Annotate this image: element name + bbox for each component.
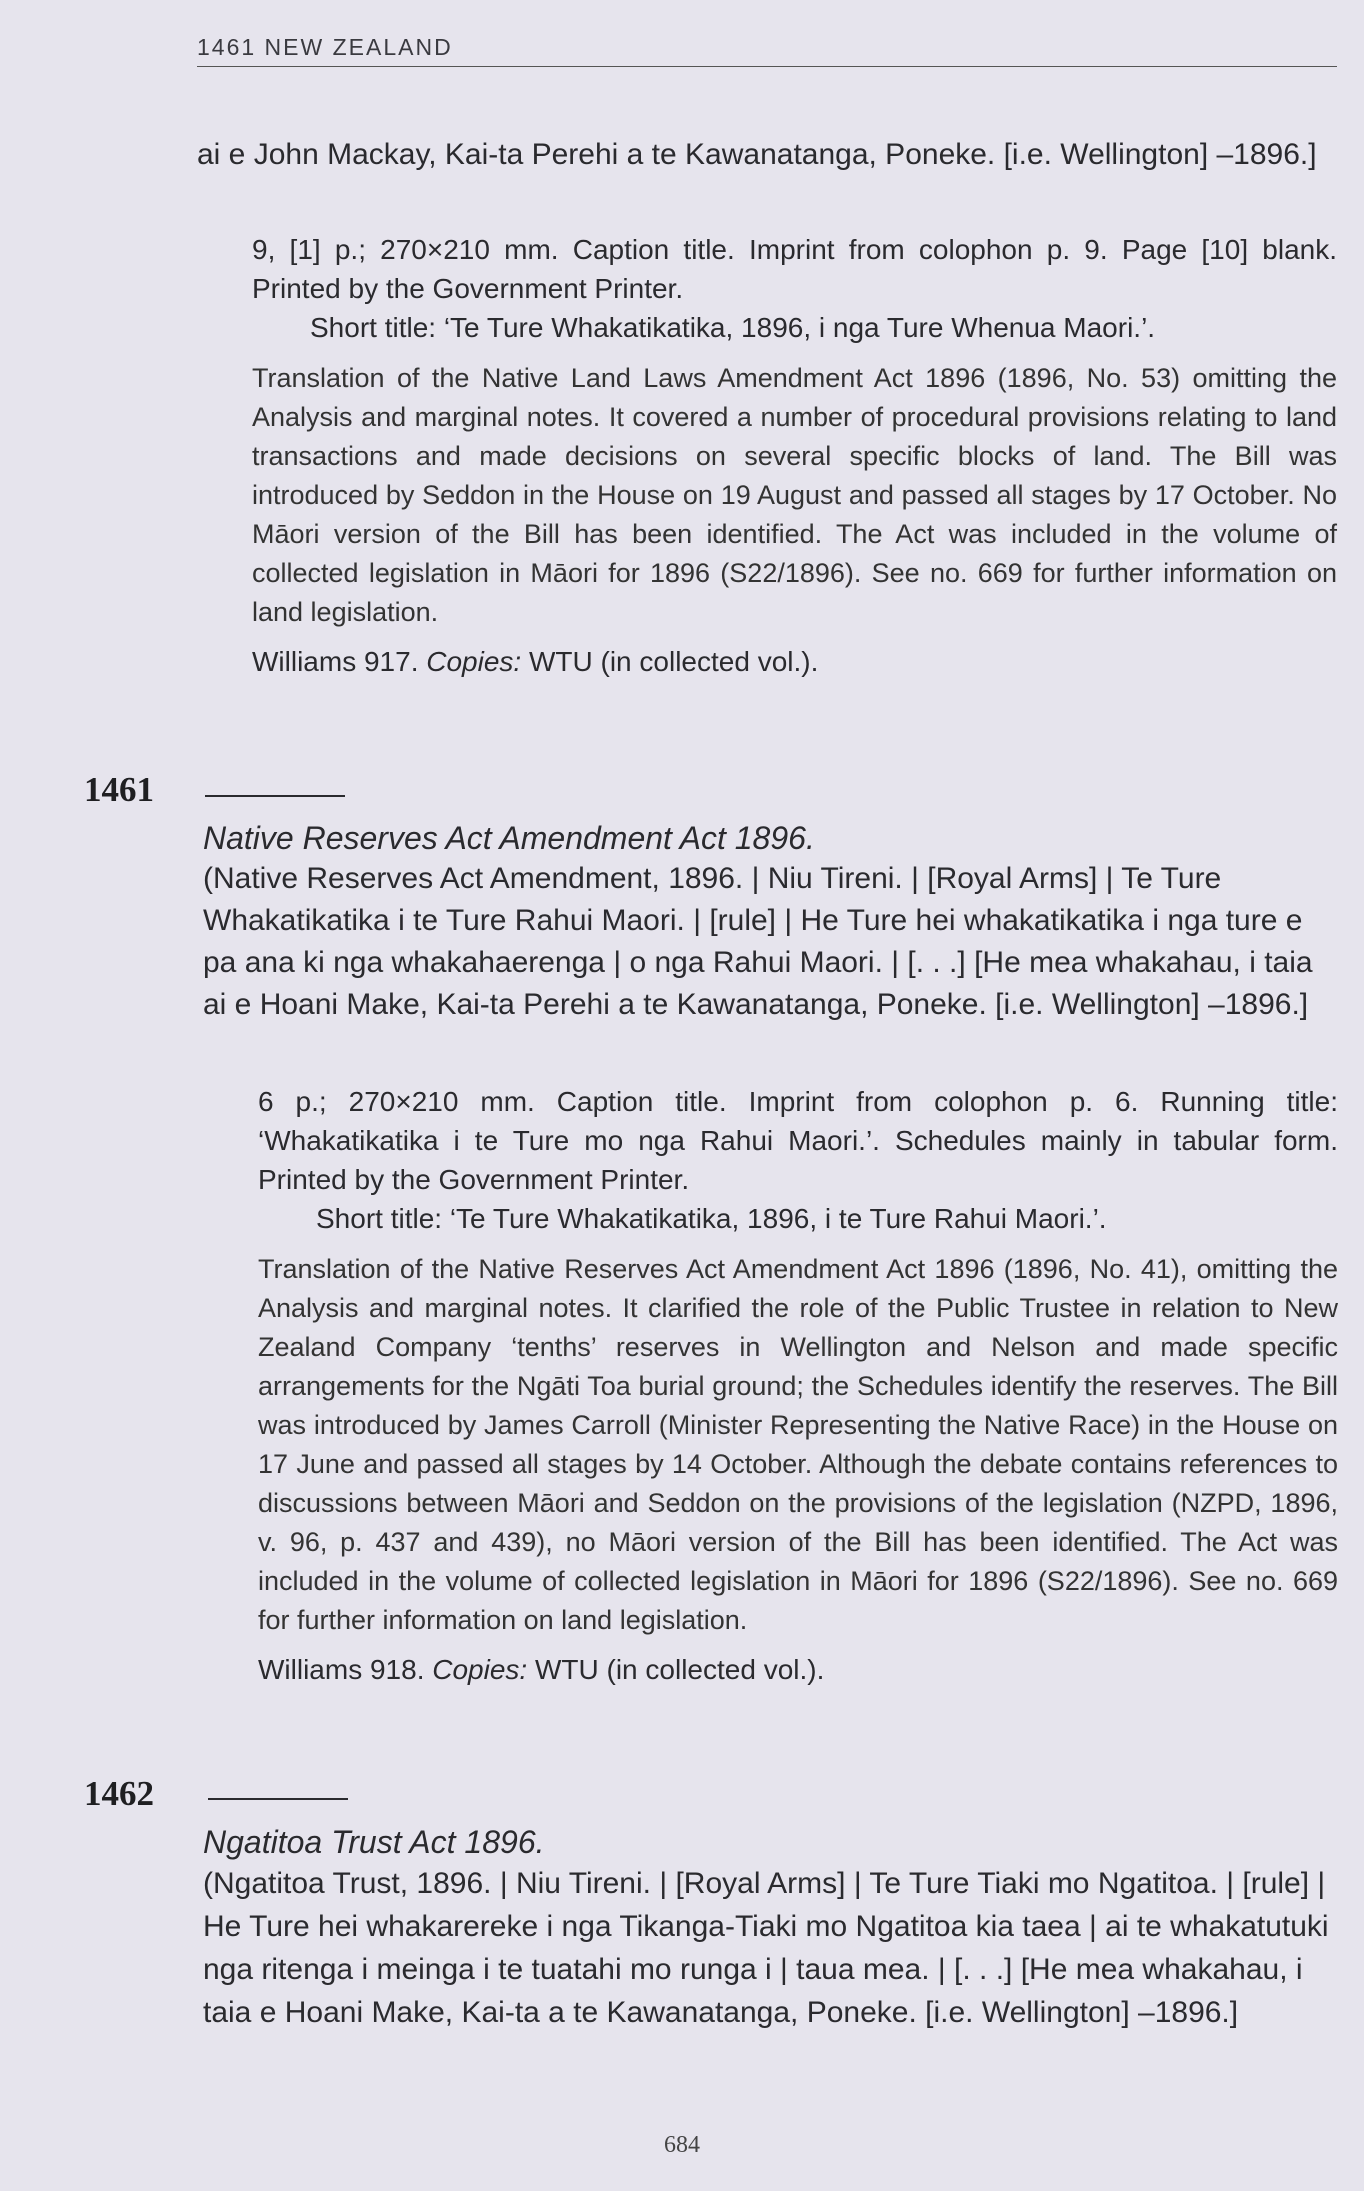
header-rule xyxy=(197,66,1337,67)
reference-line xyxy=(258,1650,1338,1689)
entry-1461-heading xyxy=(203,818,1338,1026)
entry-title: Native Reserves Act Amendment Act 1896. xyxy=(203,820,815,856)
running-head: 1461 NEW ZEALAND xyxy=(197,34,453,60)
note: Translation of the Native Reserves Act Amendment Act 1896 (1896, No. 41), omitting the Analysis and marginal notes. It clarified the role of the Public Trustee in relation to New Zealand Company ‘tenths’ reserves in Wellington and Nelson and made specific arrangements for the Ngāti Toa burial ground; the Schedules identify the reserves. The Bill was introduced by James Carroll (Minister Representing the Native Race) in the House on 17 June and passed all stages by 14 October. Although the debate contains references to discussions between Māori and Seddon on the provisions of the legislation (NZPD, 1896, v. 96, p. 437 and 439), no Māori version of the Bill has been identified. The Act was included in the volume of collected legislation in Māori for 1896 (S22/1896). See no. 669 for further information on land legislation. xyxy=(258,1254,1338,1635)
collation: 6 p.; 270×210 mm. Caption title. Imprint from colophon p. 6. Running title: ‘Whakatikatika i te Ture mo nga Rahui Maori.’. Schedules mainly in tabular form. Printed by the Government Printer. xyxy=(258,1086,1338,1195)
entry-1462-heading xyxy=(203,1822,1338,2034)
entry-rule xyxy=(208,1798,348,1800)
note: Translation of the Native Land Laws Amendment Act 1896 (1896, No. 53) omitting the Analysis and marginal notes. It covered a number of procedural provisions relating to land transactions and made decisions on several specific blocks of land. The Bill was introduced by Seddon in the House on 19 August and passed all stages by 17 October. No Māori version of the Bill has been identified. The Act was included in the volume of collected legislation in Māori for 1896 (S22/1896). See no. 669 for further information on land legislation. xyxy=(252,363,1337,627)
copies-label: Copies: xyxy=(426,646,522,677)
copies-label: Copies: xyxy=(432,1654,528,1685)
copies: WTU (in collected vol.). xyxy=(528,646,819,677)
entry-1460-continuation xyxy=(197,135,1337,175)
title-transcript: (Ngatitoa Trust, 1896. | Niu Tireni. | [Royal Arms] | Te Ture Tiaki mo Ngatitoa. | [rule] | He Ture hei whakarereke i nga Tikanga-Tiaki mo Ngatitoa kia taea | ai te whakatutuki nga ritenga i meinga i te tuatahi mo runga i | taua mea. | [. . .] [He mea whakahau, i taia e Hoani Make, Kai-ta a te Kawanatanga, Poneke. [i.e. Wellington] –1896.] xyxy=(203,1867,1329,2029)
entry-rule xyxy=(205,795,345,797)
title-transcript: (Native Reserves Act Amendment, 1896. | Niu Tireni. | [Royal Arms] | Te Ture Whakatikatika i te Ture Rahui Maori. | [rule] | He Ture hei whakatikatika i nga ture e pa ana ki nga whakahaerenga | o nga Rahui Maori. | [. . .] [He mea whakahau, i taia ai e Hoani Make, Kai-ta Perehi a te Kawanatanga, Poneke. [i.e. Wellington] –1896.] xyxy=(203,862,1313,1021)
copies: WTU (in collected vol.). xyxy=(534,1654,825,1685)
short-title: Short title: ‘Te Ture Whakatikatika, 1896, i nga Ture Whenua Maori.’. xyxy=(310,312,1156,343)
reference: Williams 917. xyxy=(252,646,419,677)
collation: 9, [1] p.; 270×210 mm. Caption title. Imprint from colophon p. 9. Page [10] blank. Printed by the Government Printer. xyxy=(252,234,1337,304)
reference-line xyxy=(252,642,1337,681)
entry-number: 1461 xyxy=(84,770,154,809)
entry-title: Ngatitoa Trust Act 1896. xyxy=(203,1824,545,1860)
entry-1461-description xyxy=(258,1082,1338,1689)
page-number: 684 xyxy=(664,2132,700,2158)
entry-1460-description xyxy=(252,230,1337,681)
transcript-tail: ai e John Mackay, Kai-ta Perehi a te Kawanatanga, Poneke. [i.e. Wellington] –1896.] xyxy=(197,138,1317,171)
entry-number: 1462 xyxy=(84,1774,154,1813)
reference: Williams 918. xyxy=(258,1654,425,1685)
short-title: Short title: ‘Te Ture Whakatikatika, 1896, i te Ture Rahui Maori.’. xyxy=(316,1203,1107,1234)
